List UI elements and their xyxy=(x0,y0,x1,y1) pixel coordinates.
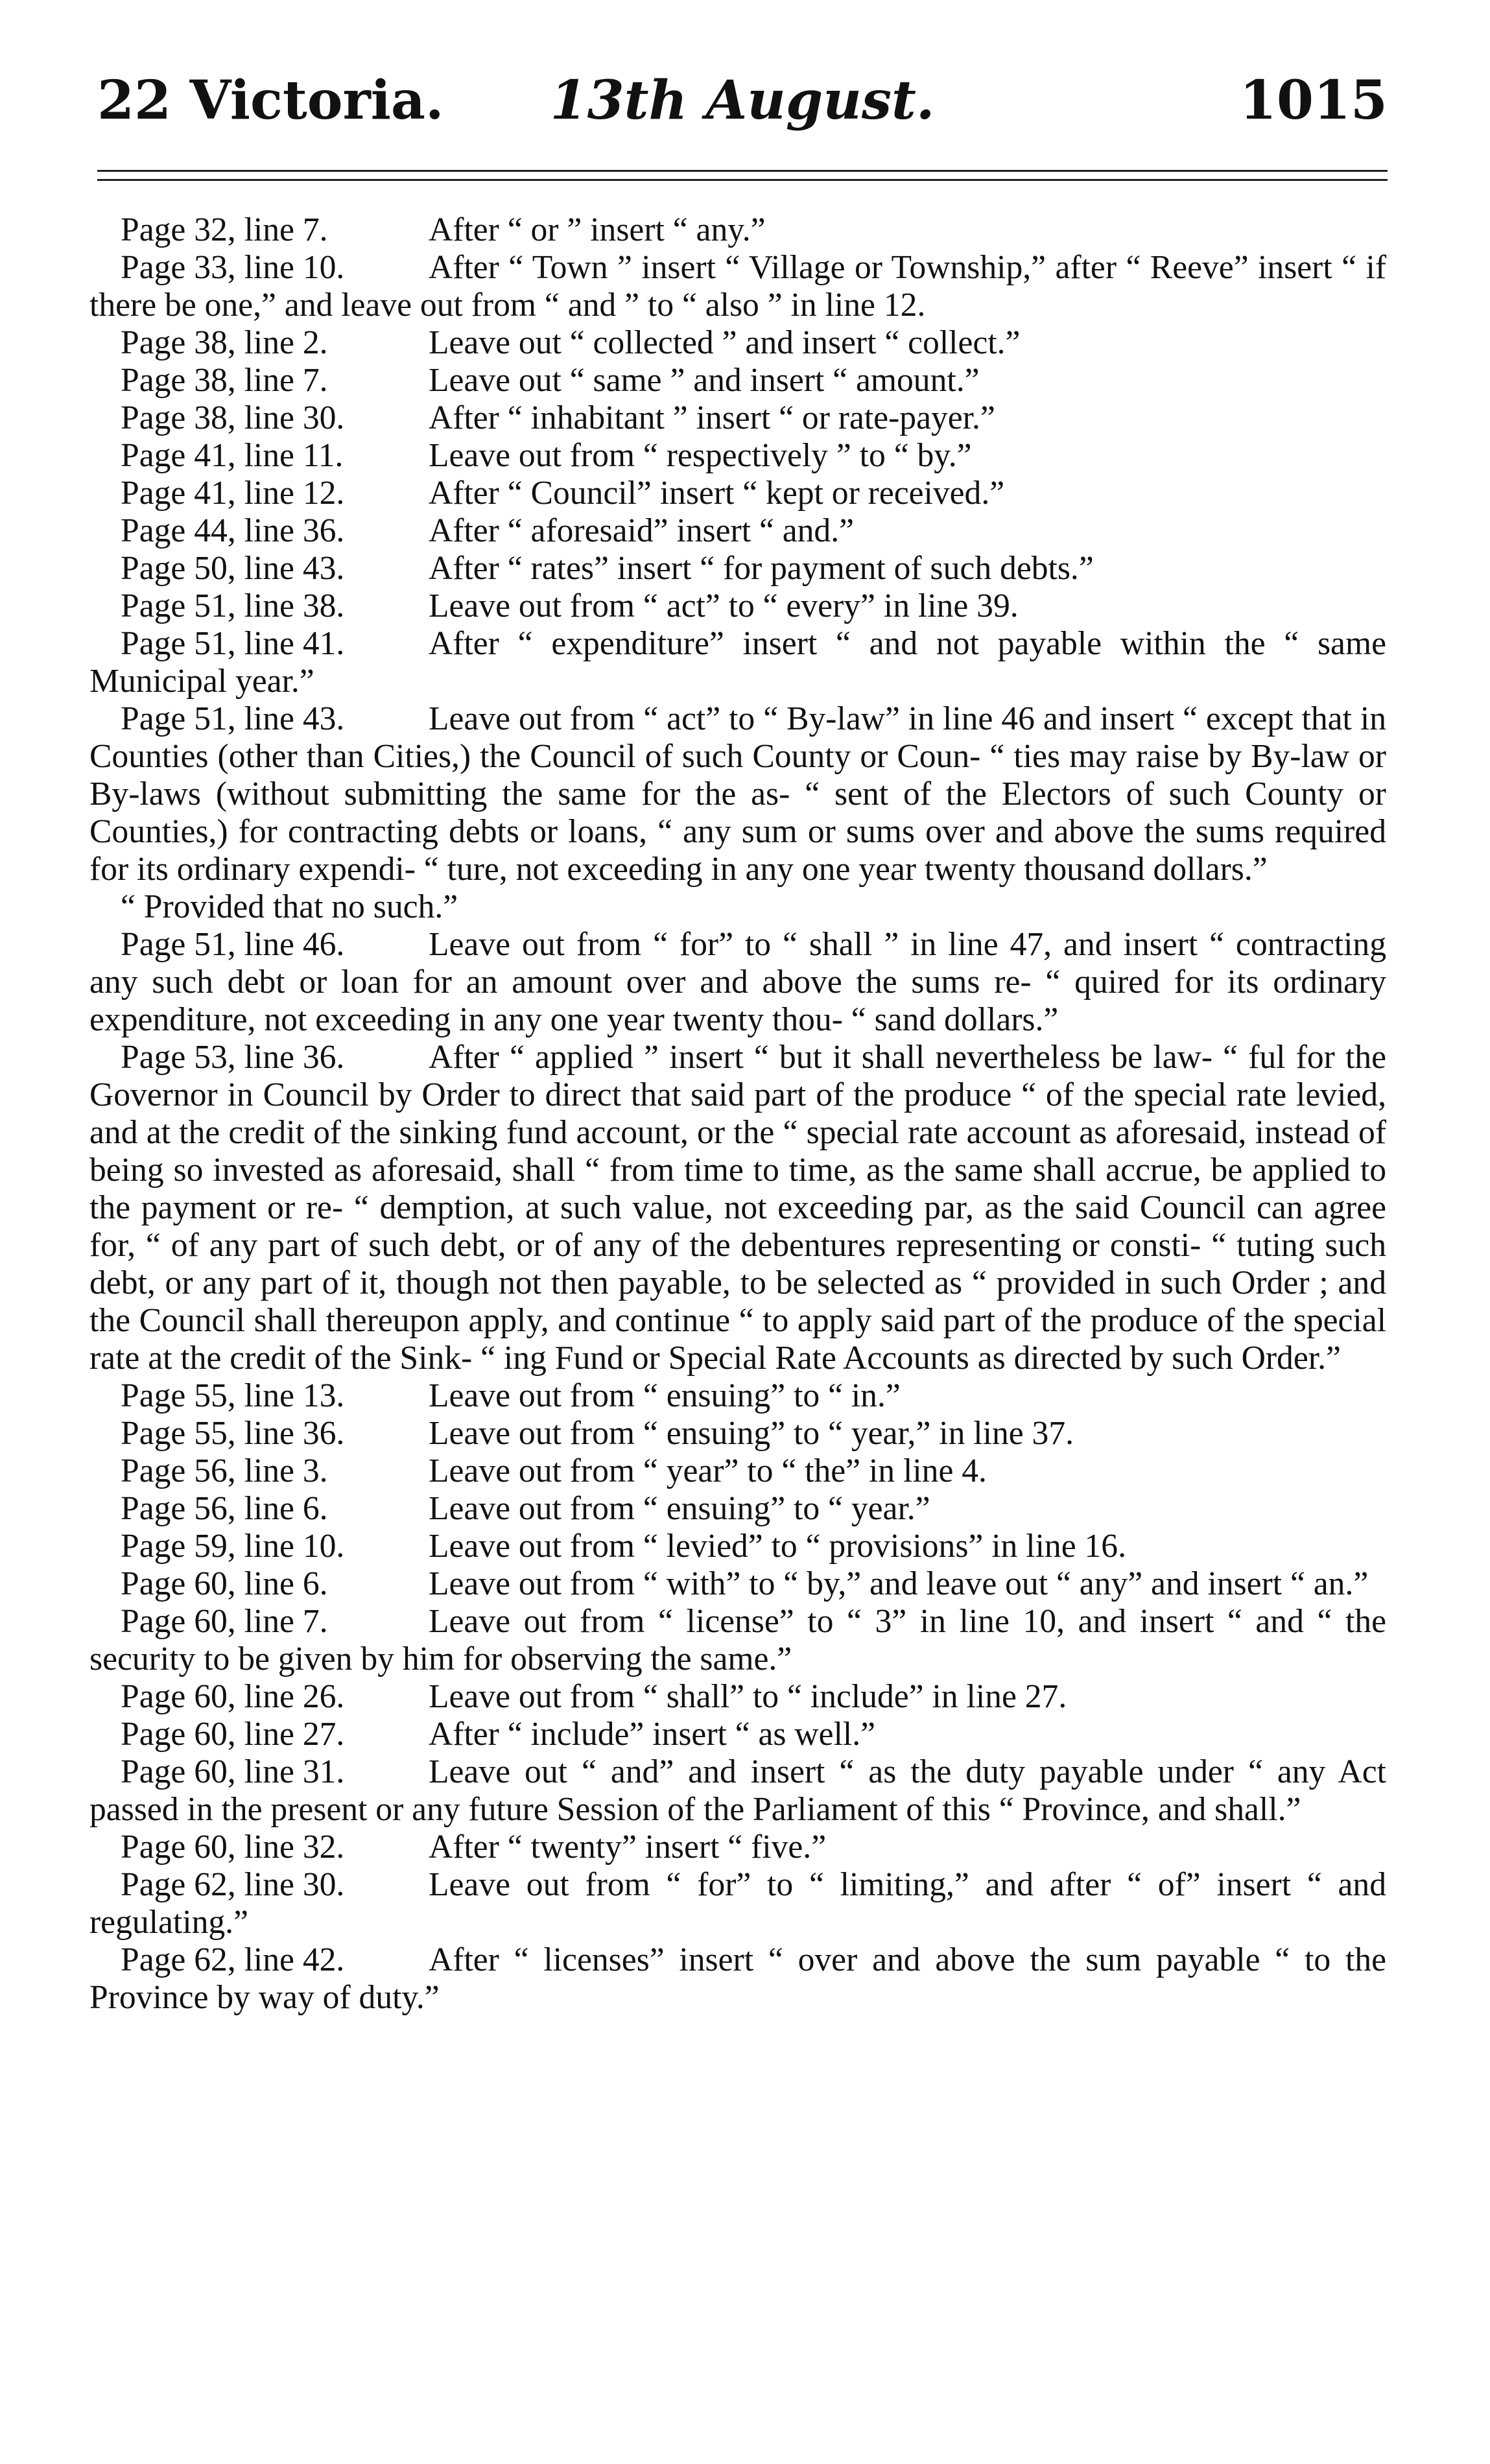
amendment-text: Leave out from “ levied” to “ provisions” in line 16. xyxy=(429,1528,1126,1565)
amendment-reference: Page 38, line 2. xyxy=(121,324,328,361)
amendment-text: Leave out from “ respectively ” to “ by.” xyxy=(429,437,972,474)
amendment-text: Leave out from “ with” to “ by,” and leave out “ any” and insert “ an.” xyxy=(429,1565,1369,1602)
amendment-reference: Page 51, line 38. xyxy=(121,587,345,624)
amendment-text: Leave out from “ act” to “ By-law” in line 46 and insert “ except that in Counties (other than Cities,) the Council of such County or Coun- “ ties may raise by By-law or By-laws (without submitting the same for the as- “ sent of the Electors of such County or Counties,) for contracting debts or loans, “ any sum or sums over and above the sums required for its ordinary expendi- “ ture, not exceeding in any one year twenty thousand dollars.” xyxy=(89,700,1386,888)
amendment-entry xyxy=(89,437,1386,475)
amendment-text: After “ or ” insert “ any.” xyxy=(429,211,766,248)
amendment-entry xyxy=(89,1941,1386,2017)
amendment-entry xyxy=(89,625,1386,700)
amendment-text: Leave out from “ ensuing” to “ in.” xyxy=(429,1377,901,1414)
amendment-reference: Page 32, line 7. xyxy=(121,211,328,248)
amendment-reference: Page 44, line 36. xyxy=(121,512,345,549)
amendment-reference: Page 60, line 32. xyxy=(121,1829,345,1866)
amendment-entry xyxy=(89,399,1386,437)
amendment-reference: Page 60, line 7. xyxy=(121,1603,328,1640)
amendment-text: After “ licenses” insert “ over and above the sum payable “ to the Province by way of duty.” xyxy=(89,1941,1386,2016)
amendment-text: After “ aforesaid” insert “ and.” xyxy=(429,512,855,549)
amendment-text: Leave out from “ for” to “ limiting,” and after “ of” insert “ and regulating.” xyxy=(89,1866,1386,1941)
amendment-text: “ Provided that no such.” xyxy=(121,888,458,925)
amendment-reference: Page 51, line 46. xyxy=(121,926,345,963)
amendment-text: After “ rates” insert “ for payment of such debts.” xyxy=(429,550,1094,587)
amendment-entry xyxy=(89,512,1386,550)
amendment-text: Leave out “ same ” and insert “ amount.” xyxy=(429,362,980,399)
amendment-reference: Page 41, line 11. xyxy=(121,437,344,474)
amendment-entry xyxy=(89,1415,1386,1452)
amendment-reference: Page 60, line 27. xyxy=(121,1716,345,1753)
amendment-reference: Page 38, line 30. xyxy=(121,399,345,436)
amendment-text: Leave out from “ ensuing” to “ year.” xyxy=(429,1490,930,1527)
amendment-text: Leave out from “ act” to “ every” in line 39. xyxy=(429,587,1019,624)
amendment-entry xyxy=(89,211,1386,249)
amendment-entry xyxy=(89,888,1386,926)
header-rule-bottom xyxy=(97,179,1388,181)
amendment-entry xyxy=(89,1377,1386,1415)
amendment-text: After “ Council” insert “ kept or received.” xyxy=(429,475,1005,512)
amendment-text: After “ twenty” insert “ five.” xyxy=(429,1829,827,1866)
header-regnal-year: 22 Victoria. xyxy=(97,69,444,132)
amendment-entry xyxy=(89,324,1386,362)
header-rule-top xyxy=(97,170,1388,172)
amendment-reference: Page 50, line 43. xyxy=(121,550,345,587)
amendment-entry xyxy=(89,1490,1386,1528)
amendment-entry xyxy=(89,587,1386,625)
amendment-reference: Page 33, line 10. xyxy=(121,249,345,286)
header-date: 13th August. xyxy=(550,69,935,132)
amendment-text: Leave out “ and” and insert “ as the duty payable under “ any Act passed in the present or any future Session of the Parliament of this “ Province, and shall.” xyxy=(89,1753,1386,1828)
amendment-text: Leave out from “ for” to “ shall ” in line 47, and insert “ contracting any such debt or loan for an amount over and above the sums re- “ quired for its ordinary expenditure, not exceeding in any one year twenty thou- “ sand dollars.” xyxy=(89,926,1386,1038)
amendment-entry xyxy=(89,926,1386,1039)
amendment-entry xyxy=(89,475,1386,512)
amendment-reference: Page 55, line 36. xyxy=(121,1415,345,1452)
amendment-text: After “ expenditure” insert “ and not payable within the “ same Municipal year.” xyxy=(89,625,1386,700)
amendment-text: After “ Town ” insert “ Village or Township,” after “ Reeve” insert “ if there be one,” and leave out from “ and ” to “ also ” in line 12. xyxy=(89,249,1386,324)
amendment-reference: Page 41, line 12. xyxy=(121,475,345,512)
amendment-entry xyxy=(89,550,1386,587)
amendment-reference: Page 60, line 6. xyxy=(121,1565,328,1602)
amendment-reference: Page 62, line 30. xyxy=(121,1866,345,1903)
amendment-reference: Page 55, line 13. xyxy=(121,1377,345,1414)
amendment-entry xyxy=(89,1753,1386,1829)
amendment-reference: Page 53, line 36. xyxy=(121,1039,345,1076)
amendment-text: Leave out from “ ensuing” to “ year,” in line 37. xyxy=(429,1415,1074,1452)
amendment-reference: Page 60, line 26. xyxy=(121,1678,345,1715)
running-header xyxy=(97,65,1388,136)
amendment-reference: Page 38, line 7. xyxy=(121,362,328,399)
amendment-reference: Page 51, line 41. xyxy=(121,625,345,662)
amendment-entry xyxy=(89,1866,1386,1941)
amendment-reference: Page 56, line 3. xyxy=(121,1452,328,1489)
amendment-reference: Page 60, line 31. xyxy=(121,1753,345,1790)
amendment-entry xyxy=(89,1829,1386,1866)
amendment-reference: Page 56, line 6. xyxy=(121,1490,328,1527)
amendment-text: Leave out from “ shall” to “ include” in line 27. xyxy=(429,1678,1067,1715)
header-page-number: 1015 xyxy=(1239,69,1388,132)
amendment-reference: Page 51, line 43. xyxy=(121,700,345,737)
amendment-text: After “ applied ” insert “ but it shall nevertheless be law- “ ful for the Governor in Council by Order to direct that said part of the produce “ of the special rate levied, and at the credit of the sinking fund account, or the “ special rate account as aforesaid, instead of being so invested as aforesaid, shall “ from time to time, as the same shall accrue, be applied to the payment or re- “ demption, at such value, not exceeding par, as the said Council can agree for, “ of any part of such debt, or of any of the debentures representing or consti- “ tuting such debt, or any part of it, though not then payable, to be selected as “ provided in such Order ; and the Council shall thereupon apply, and continue “ to apply said part of the produce of the special rate at the credit of the Sink- “ ing Fund or Special Rate Accounts as directed by such Order.” xyxy=(89,1039,1386,1377)
amendment-entry xyxy=(89,1039,1386,1377)
amendment-entry xyxy=(89,1603,1386,1678)
amendment-text: Leave out “ collected ” and insert “ collect.” xyxy=(429,324,1021,361)
amendment-reference: Page 62, line 42. xyxy=(121,1941,345,1978)
amendment-entry xyxy=(89,1716,1386,1753)
amendment-text: After “ include” insert “ as well.” xyxy=(429,1716,876,1753)
amendment-reference: Page 59, line 10. xyxy=(121,1528,345,1565)
amendment-text: Leave out from “ license” to “ 3” in line 10, and insert “ and “ the security to be given by him for observing the same.” xyxy=(89,1603,1386,1677)
amendment-text: Leave out from “ year” to “ the” in line 4. xyxy=(429,1452,987,1489)
amendment-entry xyxy=(89,700,1386,888)
amendments-list xyxy=(89,211,1386,2017)
amendment-entry xyxy=(89,249,1386,324)
amendment-entry xyxy=(89,1678,1386,1716)
amendment-entry xyxy=(89,362,1386,399)
amendment-entry xyxy=(89,1528,1386,1565)
amendment-entry xyxy=(89,1565,1386,1603)
amendment-entry xyxy=(89,1452,1386,1490)
amendment-text: After “ inhabitant ” insert “ or rate-payer.” xyxy=(429,399,995,436)
